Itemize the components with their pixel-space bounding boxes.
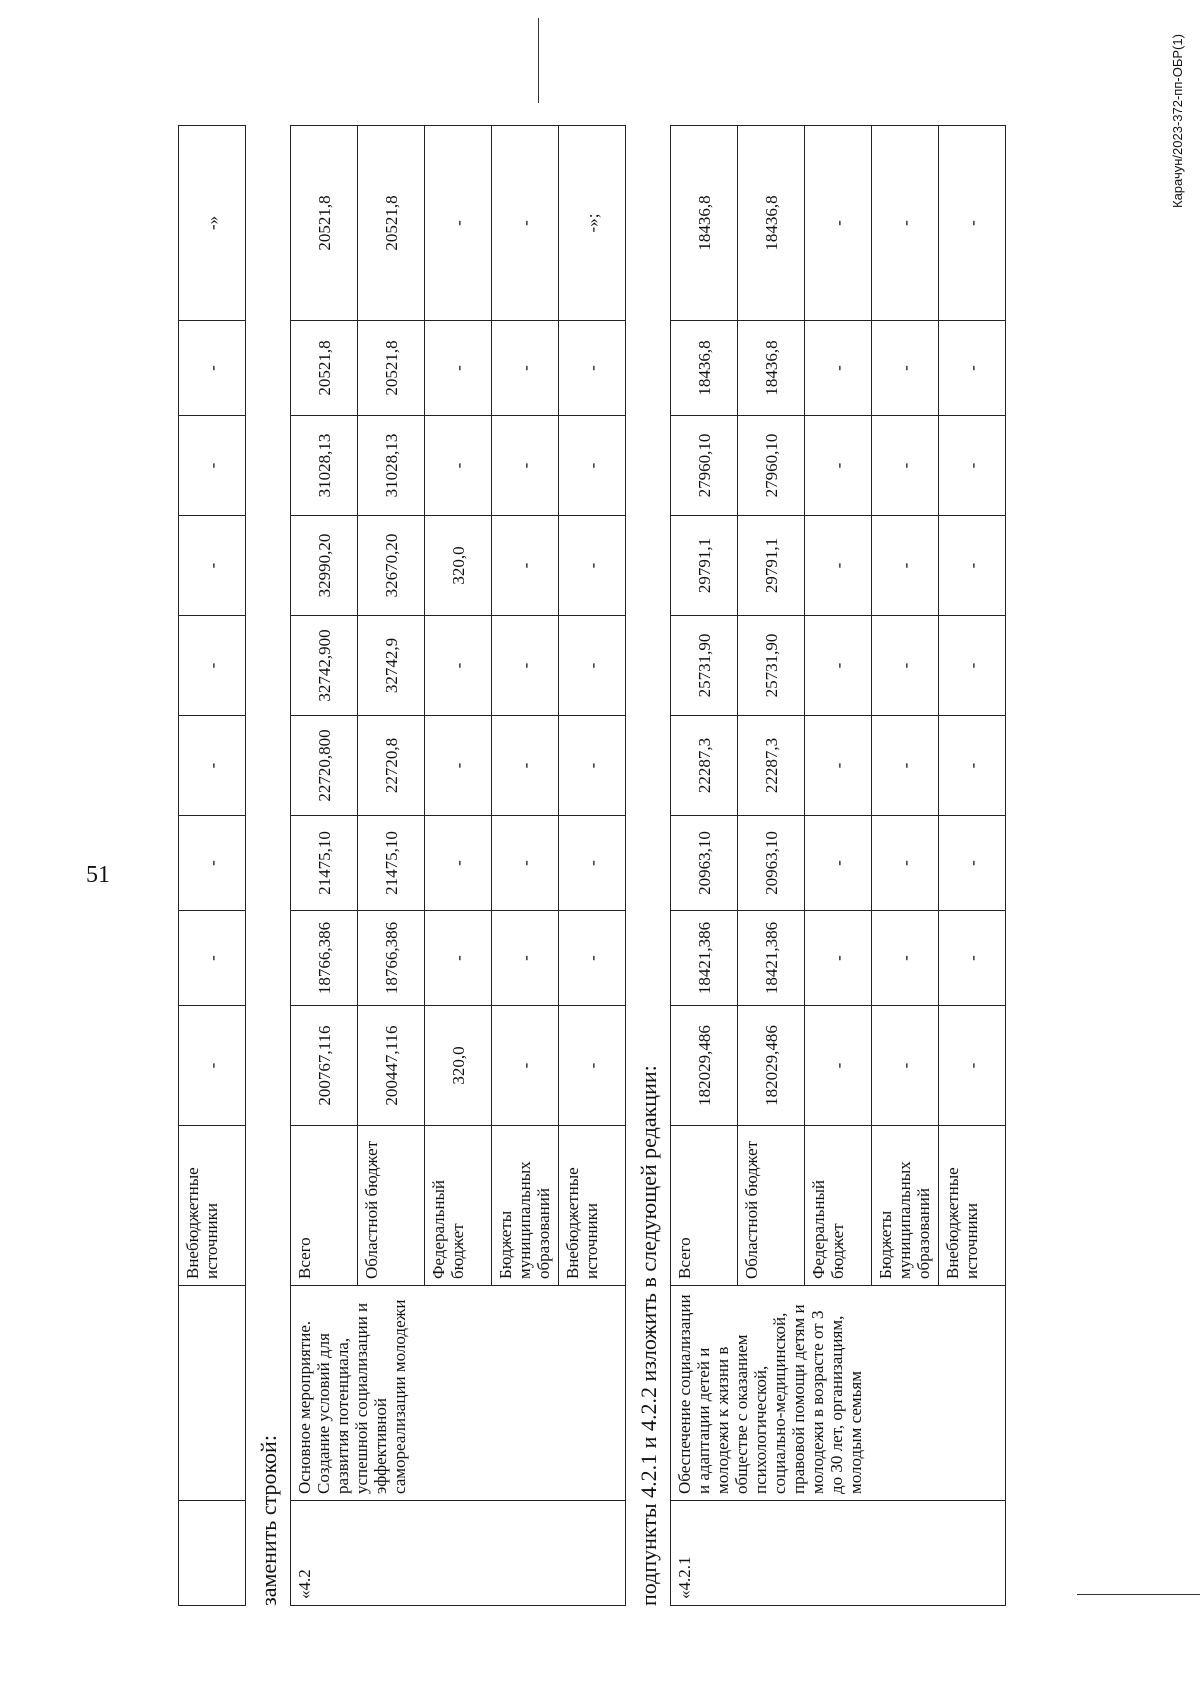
value-cell: 27960,10	[738, 416, 805, 516]
value-cell: -	[425, 716, 492, 816]
value-cell: -	[425, 126, 492, 321]
value-cell: -	[805, 816, 872, 911]
value-cell: 200447,116	[358, 1006, 425, 1126]
table-main-activity	[290, 125, 626, 1606]
value-cell: -	[805, 516, 872, 616]
replace-heading: заменить строкой:	[256, 1435, 281, 1606]
value-cell: -	[179, 416, 246, 516]
value-cell: 20521,8	[358, 126, 425, 321]
value-cell: 22720,800	[291, 716, 358, 816]
value-cell: 21475,10	[358, 816, 425, 911]
value-cell: -	[559, 911, 626, 1006]
value-cell: -	[179, 716, 246, 816]
value-cell: 20963,10	[738, 816, 805, 911]
row-number: «4.2.1	[671, 1501, 1006, 1606]
value-cell: -	[179, 516, 246, 616]
funding-source: Бюджеты муниципальных образований	[492, 1126, 559, 1286]
value-cell: -	[559, 716, 626, 816]
funding-source: Областной бюджет	[738, 1126, 805, 1286]
value-cell: 22287,3	[738, 716, 805, 816]
value-cell: -	[805, 1006, 872, 1126]
value-cell: 31028,13	[358, 416, 425, 516]
value-cell: 18436,8	[671, 321, 738, 416]
value-cell: -	[872, 616, 939, 716]
value-cell: 320,0	[425, 516, 492, 616]
value-cell: -	[872, 816, 939, 911]
table-row	[179, 126, 246, 1606]
value-cell: -	[872, 716, 939, 816]
value-cell: -	[179, 911, 246, 1006]
funding-source: Областной бюджет	[358, 1126, 425, 1286]
value-cell: -	[939, 126, 1006, 321]
value-cell: -	[559, 416, 626, 516]
value-cell: 20521,8	[291, 126, 358, 321]
value-cell: 18766,386	[291, 911, 358, 1006]
footer-code: Карачун/2023-372-пп-ОБР(1)	[1170, 34, 1185, 208]
value-cell: -	[492, 911, 559, 1006]
value-cell: -	[425, 321, 492, 416]
value-cell: 20521,8	[291, 321, 358, 416]
value-cell: 32742,900	[291, 616, 358, 716]
value-cell: 25731,90	[671, 616, 738, 716]
value-cell: -	[805, 416, 872, 516]
value-cell: -	[492, 516, 559, 616]
value-cell: -	[425, 616, 492, 716]
value-cell: -	[939, 716, 1006, 816]
value-cell: -	[559, 816, 626, 911]
value-cell: 22287,3	[671, 716, 738, 816]
fold-line	[538, 18, 539, 103]
value-cell: 18421,386	[671, 911, 738, 1006]
row-number	[179, 1501, 246, 1606]
value-cell: 32670,20	[358, 516, 425, 616]
value-cell: -	[939, 416, 1006, 516]
table-top	[178, 125, 246, 1606]
rotated-content	[178, 106, 1098, 1606]
funding-source: Федеральный бюджет	[425, 1126, 492, 1286]
funding-source: Всего	[671, 1126, 738, 1286]
value-cell: -	[872, 126, 939, 321]
value-cell: -	[492, 1006, 559, 1126]
funding-source: Внебюджетные источники	[939, 1126, 1006, 1286]
value-cell: 32742,9	[358, 616, 425, 716]
value-cell: -	[872, 416, 939, 516]
value-cell: -	[179, 616, 246, 716]
value-cell: -	[425, 816, 492, 911]
value-cell: -	[939, 816, 1006, 911]
value-cell: -	[492, 321, 559, 416]
value-cell: -	[805, 321, 872, 416]
value-cell: -	[872, 911, 939, 1006]
value-cell: -	[805, 911, 872, 1006]
value-cell: -	[559, 1006, 626, 1126]
value-cell: -	[492, 816, 559, 911]
value-cell: 320,0	[425, 1006, 492, 1126]
value-cell: -	[872, 321, 939, 416]
value-cell: -	[559, 516, 626, 616]
value-cell: -»;	[559, 126, 626, 321]
value-cell: -	[805, 616, 872, 716]
value-cell: -	[872, 516, 939, 616]
value-cell: -	[559, 321, 626, 416]
value-cell: 18436,8	[738, 126, 805, 321]
funding-source: Бюджеты муниципальных образований	[872, 1126, 939, 1286]
funding-source: Внебюджетные источники	[179, 1126, 246, 1286]
funding-source: Федеральный бюджет	[805, 1126, 872, 1286]
subitems-heading: подпункты 4.2.1 и 4.2.2 изложить в следующей редакции:	[636, 1065, 661, 1606]
value-cell: -	[805, 716, 872, 816]
row-name: Основное мероприятие. Создание условий для развития потенциала, успешной социализации и эффективной самореализации молодежи	[291, 1286, 626, 1501]
value-cell: 182029,486	[671, 1006, 738, 1126]
value-cell: -»	[179, 126, 246, 321]
value-cell: 18421,386	[738, 911, 805, 1006]
value-cell: -	[559, 616, 626, 716]
table-subitem	[670, 125, 1006, 1606]
value-cell: -	[179, 1006, 246, 1126]
row-name	[179, 1286, 246, 1501]
funding-source: Всего	[291, 1126, 358, 1286]
value-cell: 31028,13	[291, 416, 358, 516]
table-row	[291, 126, 358, 1606]
value-cell: -	[872, 1006, 939, 1126]
value-cell: -	[492, 716, 559, 816]
value-cell: 18436,8	[671, 126, 738, 321]
value-cell: -	[939, 616, 1006, 716]
value-cell: 25731,90	[738, 616, 805, 716]
value-cell: -	[492, 616, 559, 716]
value-cell: -	[939, 321, 1006, 416]
value-cell: -	[492, 126, 559, 321]
value-cell: -	[939, 516, 1006, 616]
value-cell: -	[805, 126, 872, 321]
row-name: Обеспечение социализации и адаптации детей и молодежи к жизни в обществе с оказанием психологической, социально-медицинской, правовой помощи детям и молодежи в возрасте от 3 до 30 лет, организациям, молодым семьям	[671, 1286, 1006, 1501]
value-cell: 22720,8	[358, 716, 425, 816]
value-cell: 200767,116	[291, 1006, 358, 1126]
value-cell: -	[179, 816, 246, 911]
table-row	[671, 126, 738, 1606]
value-cell: 18766,386	[358, 911, 425, 1006]
value-cell: 18436,8	[738, 321, 805, 416]
value-cell: -	[939, 911, 1006, 1006]
page-number: 51	[86, 862, 110, 888]
row-number: «4.2	[291, 1501, 626, 1606]
value-cell: -	[425, 416, 492, 516]
value-cell: 21475,10	[291, 816, 358, 911]
value-cell: 29791,1	[738, 516, 805, 616]
value-cell: -	[939, 1006, 1006, 1126]
value-cell: 182029,486	[738, 1006, 805, 1126]
value-cell: 20963,10	[671, 816, 738, 911]
value-cell: -	[179, 321, 246, 416]
funding-source: Внебюджетные источники	[559, 1126, 626, 1286]
value-cell: -	[425, 911, 492, 1006]
value-cell: 32990,20	[291, 516, 358, 616]
value-cell: 29791,1	[671, 516, 738, 616]
value-cell: 20521,8	[358, 321, 425, 416]
value-cell: -	[492, 416, 559, 516]
value-cell: 27960,10	[671, 416, 738, 516]
